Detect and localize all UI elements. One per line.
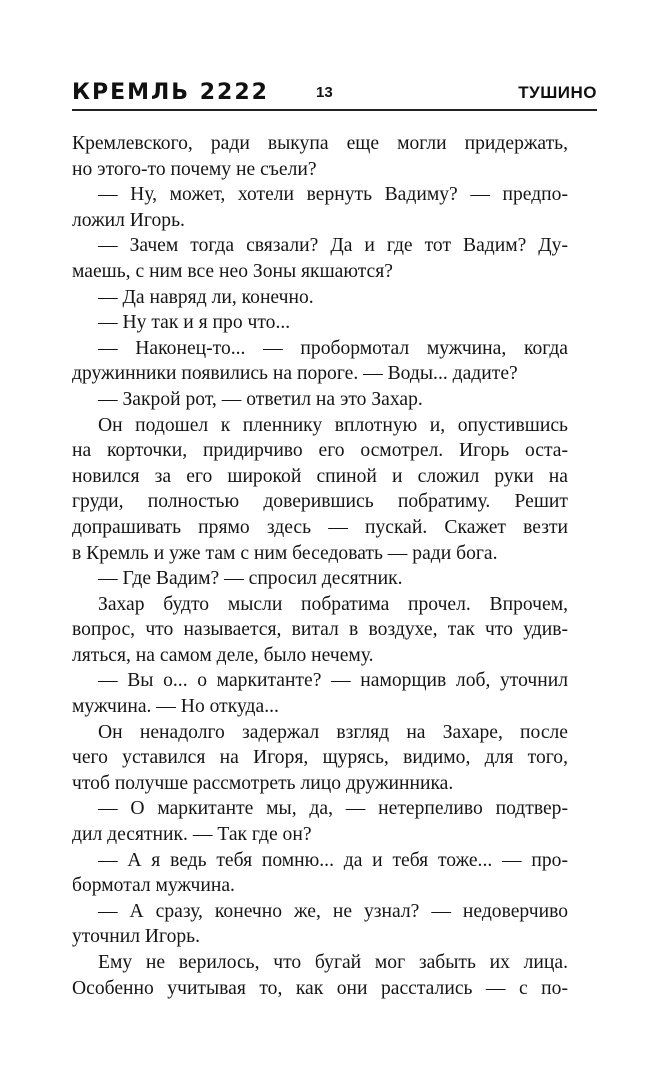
text-line: груди, полностью доверившись побратиму. Решит — [72, 491, 568, 513]
text-line: — Вы о... о маркитанте? — наморщив лоб, уточнил — [98, 670, 568, 692]
section-title: ТУШИНО — [518, 83, 597, 102]
text-line: — Зачем тогда связали? Да и где тот Вадим? Ду- — [98, 235, 568, 257]
text-line: мужчина. — Но откуда... — [72, 696, 279, 718]
text-line: Он ненадолго задержал взгляд на Захаре, после — [98, 721, 568, 743]
text-line: Захар будто мысли побратима прочел. Впрочем, — [98, 593, 568, 615]
text-line: дружинники появились на пороге. — Воды... дадите? — [72, 363, 518, 385]
text-line: маешь, с ним все нео Зоны якшаются? — [72, 260, 393, 282]
text-line: дил десятник. — Так где он? — [72, 824, 312, 846]
text-line: Он подошел к пленнику вплотную и, опустившись — [98, 414, 568, 436]
text-line: ляться, на самом деле, было нечему. — [72, 644, 374, 666]
text-line: но этого-то почему не съели? — [72, 158, 317, 180]
text-line: — Где Вадим? — спросил десятник. — [98, 568, 403, 590]
text-line: допрашивать прямо здесь — пускай. Скажет везти — [72, 516, 568, 538]
body-text — [72, 131, 568, 1001]
text-line: на корточки, придирчиво его осмотрел. Игорь оста- — [72, 440, 568, 462]
page-number: 13 — [310, 84, 339, 102]
text-line: — Да навряд ли, конечно. — [98, 286, 314, 308]
running-header — [72, 80, 597, 116]
text-line: в Кремль и уже там с ним беседовать — ради бога. — [72, 542, 498, 564]
text-line: — А я ведь тебя помню... да и тебя тоже... — про- — [98, 849, 568, 871]
text-line: ложил Игорь. — [72, 209, 185, 231]
text-line: — О маркитанте мы, да, — нетерпеливо подтвер- — [98, 798, 568, 820]
text-line: уточнил Игорь. — [72, 926, 201, 948]
text-line: чтоб получше рассмотреть лицо дружинника. — [72, 772, 454, 794]
text-line: — А сразу, конечно же, не узнал? — недоверчиво — [98, 900, 568, 922]
series-title: КРЕМЛЬ 2222 — [72, 80, 269, 105]
text-line: — Ну, может, хотели вернуть Вадиму? — предпо- — [98, 184, 568, 206]
header-rule — [72, 109, 597, 111]
text-line: новился за его широкой спиной и сложил руки на — [72, 465, 568, 487]
text-line: — Наконец-то... — пробормотал мужчина, когда — [98, 337, 568, 359]
text-line: чего уставился на Игоря, щурясь, видимо, для того, — [72, 747, 568, 769]
text-line: бормотал мужчина. — [72, 875, 235, 897]
text-line: Особенно учитывая то, как они расстались — с по- — [72, 977, 568, 999]
text-line: — Закрой рот, — ответил на это Захар. — [98, 388, 423, 410]
text-line: — Ну так и я про что... — [98, 312, 291, 334]
text-line: вопрос, что называется, витал в воздухе, так что удив- — [72, 619, 568, 641]
text-line: Ему не верилось, что бугай мог забыть их лица. — [98, 952, 568, 973]
text-line: Кремлевского, ради выкупа еще могли придержать, — [72, 133, 568, 154]
